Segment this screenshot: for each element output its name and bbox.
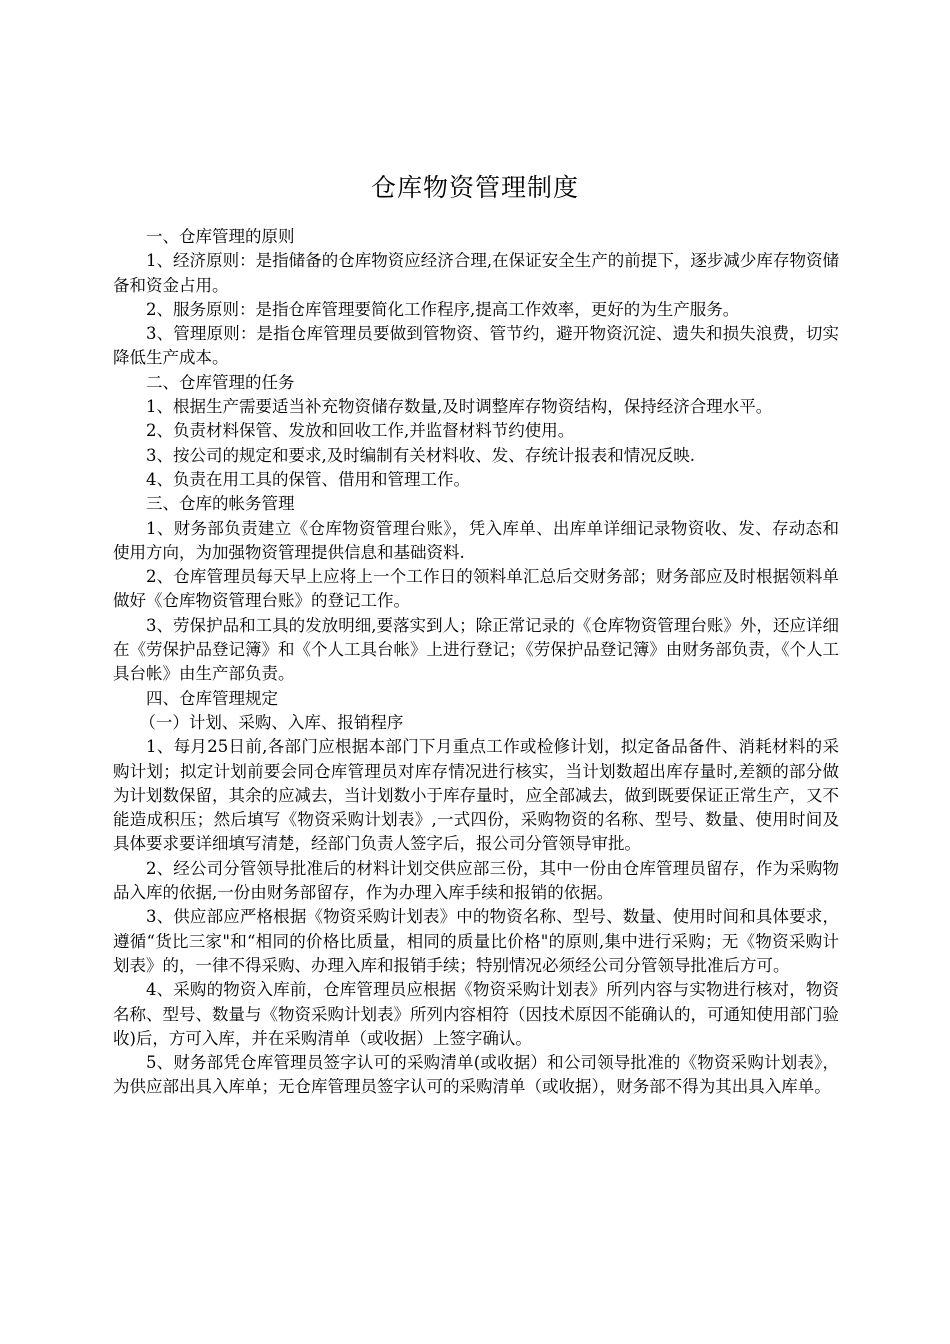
- section-heading-accounts: 三、仓库的帐务管理: [146, 494, 295, 514]
- paragraph-management-principle: 3、管理原则：是指仓库管理员要做到管物资、管节约，避开物资沉淀、遗失和损失浪费，切实降低生产成本。: [113, 324, 839, 368]
- paragraph-rule-2: 2、经公司分管领导批准后的材料计划交供应部三份，其中一份由仓库管理员留存，作为采购物品入库的依据,一份由财务部留存，作为办理入库手续和报销的依据。: [113, 858, 839, 903]
- paragraph-accounts-2: 2、仓库管理员每天早上应将上一个工作日的领料单汇总后交财务部；财务部应及时根据领料单做好《仓库物资管理台账》的登记工作。: [113, 567, 839, 611]
- section-heading-tasks: 二、仓库管理的任务: [146, 372, 295, 392]
- paragraph-rule-4: 4、采购的物资入库前，仓库管理员应根据《物资采购计划表》所列内容与实物进行核对，物资名称、型号、数量与《物资采购计划表》所列内容相符（因技术原因不能确认的，可通知使用部门验收)后，方可入库，并在采购清单（或收据）上签字确认。: [113, 980, 839, 1048]
- paragraph-rule-5: 5、财务部凭仓库管理员签字认可的采购清单(或收据）和公司领导批准的《物资采购计划表》，为供应部出具入库单；无仓库管理员签字认可的采购清单（或收据），财务部不得为其出具入库单。: [113, 1053, 839, 1097]
- paragraph-rule-1: 1、每月25日前,各部门应根据本部门下月重点工作或检修计划，拟定备品备件、消耗材料的采购计划；拟定计划前要会同仓库管理员对库存情况进行核实，当计划数超出库存量时,差额的部分做为计划数保留，其余的应减去，当计划数小于库存量时，应全部减去，做到既要保证正常生产，又不能造成积压；然后填写《物资采购计划表》,一式四份，采购物资的名称、型号、数量、使用时间及具体要求要详细填写清楚，经部门负责人签字后，报公司分管领导审批。: [113, 737, 839, 854]
- section-heading-rules: 四、仓库管理规定: [146, 688, 278, 708]
- paragraph-accounts-1: 1、财务部负责建立《仓库物资管理台账》，凭入库单、出库单详细记录物资收、发、存动态和使用方向，为加强物资管理提供信息和基础资料.: [113, 518, 839, 562]
- subsection-heading-procedure: （一）计划、采购、入库、报销程序: [139, 712, 404, 732]
- document-body: [113, 225, 839, 1100]
- paragraph-task-4: 4、负责在用工具的保管、借用和管理工作。: [146, 469, 470, 489]
- paragraph-economic-principle: 1、经济原则：是指储备的仓库物资应经济合理,在保证安全生产的前提下，逐步减少库存物资储备和资金占用。: [113, 251, 839, 295]
- paragraph-task-3: 3、按公司的规定和要求,及时编制有关材料收、发、存统计报表和情况反映.: [146, 445, 695, 465]
- paragraph-rule-3: 3、供应部应严格根据《物资采购计划表》中的物资名称、型号、数量、使用时间和具体要求，遵循“货比三家"和“相同的价格比质量，相同的质量比价格"的原则,集中进行采购；无《物资采购计划表》的，一律不得采购、办理入库和报销手续；特别情况必须经公司分管领导批准后方可。: [113, 907, 839, 975]
- document-title: 仓库物资管理制度: [370, 173, 579, 202]
- paragraph-accounts-3: 3、劳保护品和工具的发放明细,要落实到人；除正常记录的《仓库物资管理台账》外，还应详细在《劳保护品登记簿》和《个人工具台帐》上进行登记；《劳保护品登记簿》由财务部负责，《个人工具台帐》由生产部负责。: [113, 615, 839, 684]
- paragraph-task-1: 1、根据生产需要适当补充物资储存数量,及时调整库存物资结构，保持经济合理水平。: [146, 397, 773, 417]
- paragraph-task-2: 2、负责材料保管、发放和回收工作,并监督材料节约使用。: [146, 421, 575, 441]
- section-heading-principles: 一、仓库管理的原则: [146, 227, 295, 246]
- paragraph-service-principle: 2、服务原则：是指仓库管理要简化工作程序,提高工作效率，更好的为生产服务。: [146, 299, 740, 319]
